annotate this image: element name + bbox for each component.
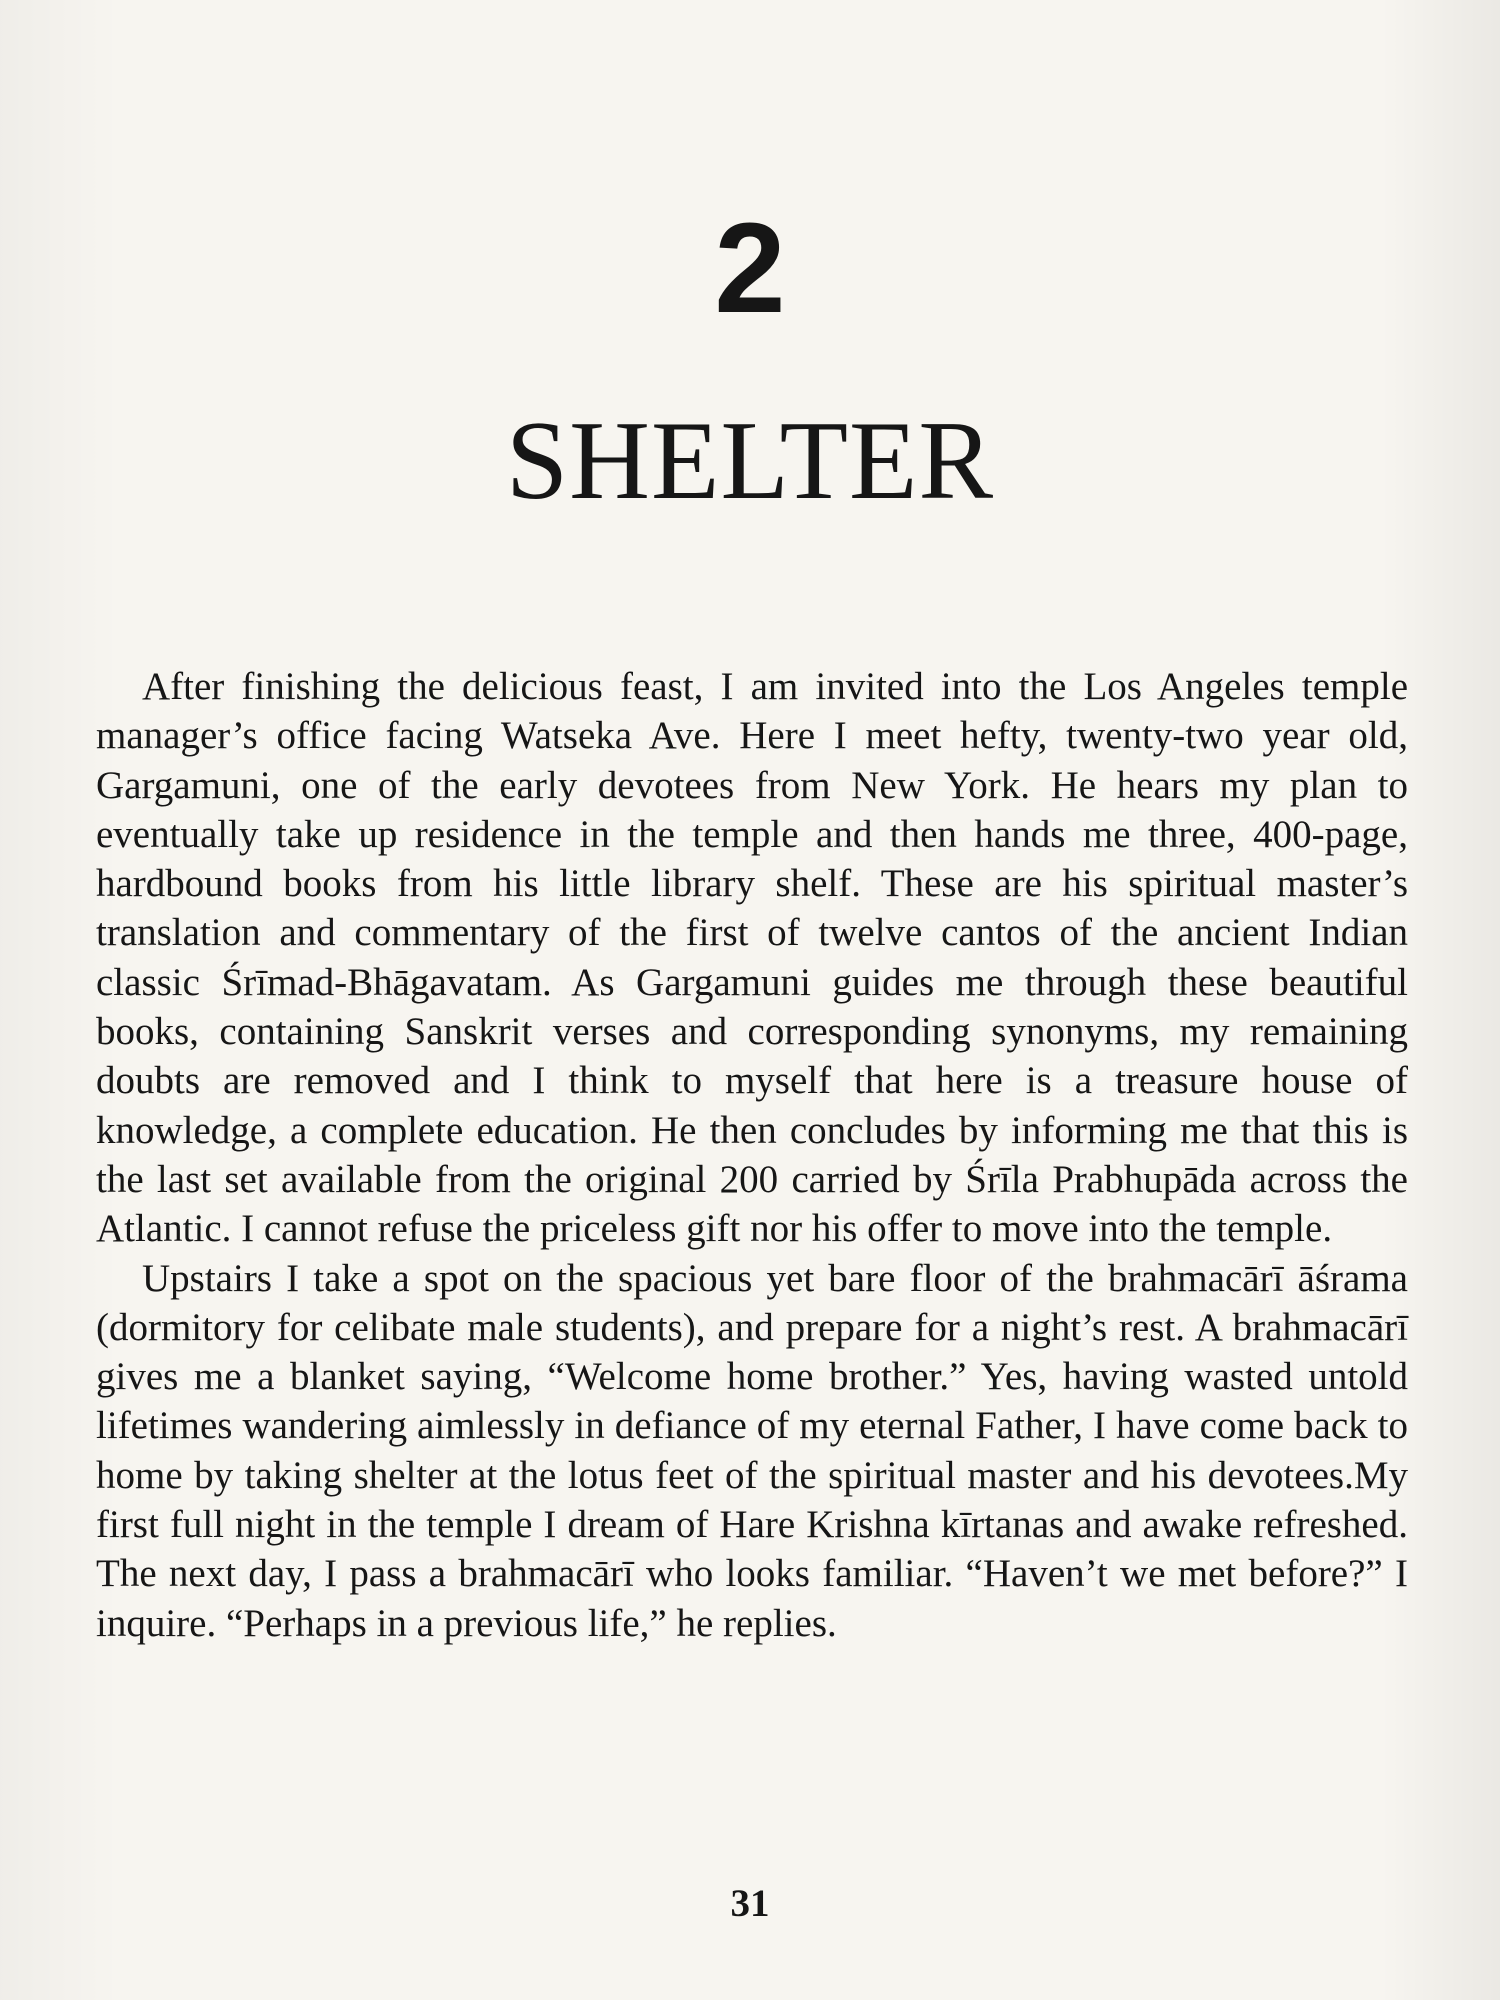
page-number: 31 (730, 1882, 770, 1925)
paragraph-2: Upstairs I take a spot on the spacious yet bare floor of the brahmacārī āśrama (dormitory for celibate male students), and prepare for a night’s rest. A brahmacārī gives me a blanket saying, “Welcome home brother.” Yes, having wasted untold lifetimes wandering aimlessly in defiance of my eternal Father, I have come back to home by taking shelter at the lotus feet of the spiritual master and his devotees.My first full night in the temple I dream of Hare Krishna kīrtanas and awake refreshed. The next day, I pass a brahmacārī who looks familiar. “Haven’t we met before?” I inquire. “Perhaps in a previous life,” he replies. (96, 1256, 1408, 1645)
chapter-number: 2 (714, 197, 786, 340)
chapter-body (96, 662, 1408, 1648)
paragraph-1: After finishing the delicious feast, I am invited into the Los Angeles temple manager’s office facing Watseka Ave. Here I meet hefty, twenty-two year old, Gargamuni, one of the early devotees from New York. He hears my plan to eventually take up residence in the temple and then hands me three, 400-page, hardbound books from his little library shelf. These are his spiritual master’s translation and commentary of the first of twelve cantos of the ancient Indian classic Śrīmad-Bhāgavatam. As Gargamuni guides me through these beautiful books, containing Sanskrit verses and corresponding synonyms, my remaining doubts are removed and I think to myself that here is a treasure house of knowledge, a complete education. He then concludes by informing me that this is the last set available from the original 200 carried by Śrīla Prabhupāda across the Atlantic. I cannot refuse the priceless gift nor his offer to move into the temple. (96, 665, 1408, 1251)
chapter-title: SHELTER (505, 399, 995, 523)
